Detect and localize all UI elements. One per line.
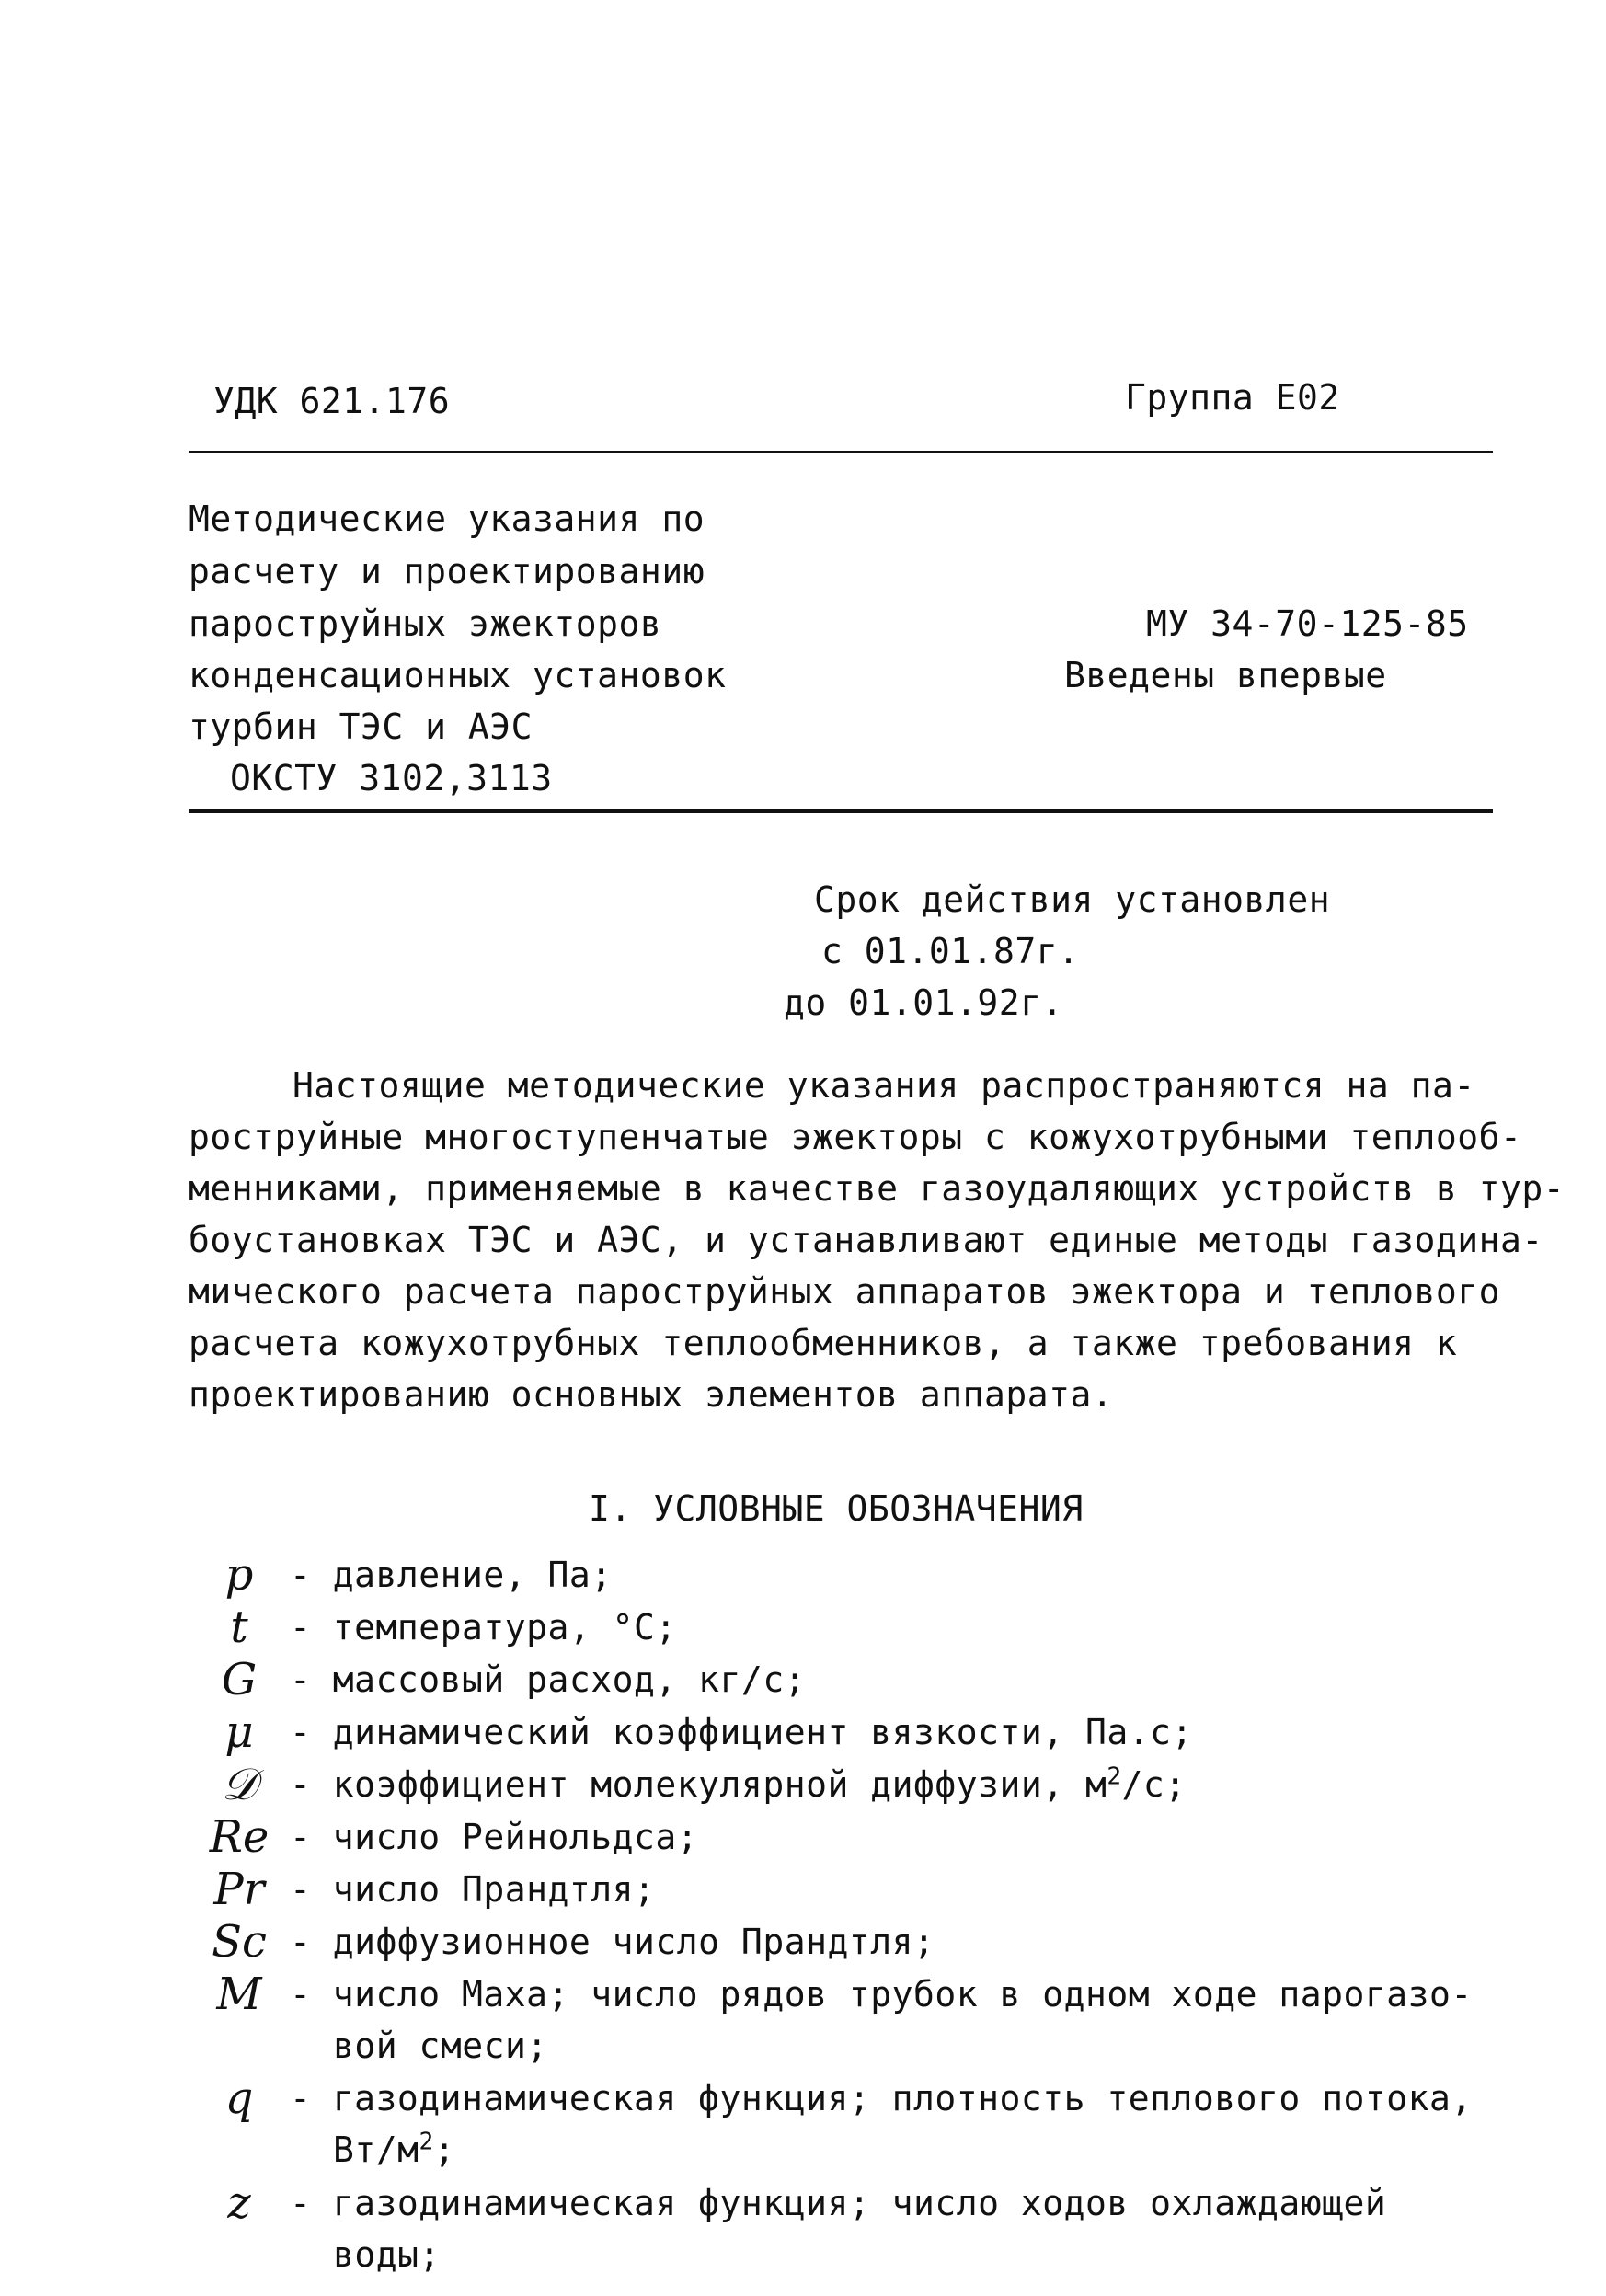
definition-pr: - число Прандтля; <box>290 1869 656 1910</box>
symbol-z: z <box>227 2177 251 2229</box>
definition-re: - число Рейнольдса; <box>290 1817 699 1857</box>
symbol-t: t <box>230 1601 248 1653</box>
definition-m-line-2: вой смеси; <box>333 2026 548 2066</box>
symbol-g: G <box>221 1654 258 1705</box>
definition-t: - температура, °С; <box>290 1607 677 1647</box>
definition-z-line-1: - газодинамическая функция; число ходов охлаждающей <box>290 2183 1387 2223</box>
definition-q-line-2 <box>290 2124 1473 2175</box>
definition-q <box>290 2072 1473 2175</box>
definition-m-line-1: - число Маха; число рядов трубок в одном ходе парогазо- <box>290 1974 1473 2015</box>
document-status: Введены впервые <box>1064 655 1387 695</box>
udc-code: УДК 621.176 <box>213 381 451 421</box>
group-code: Группа Е02 <box>1125 377 1340 418</box>
intro-line-4: боустановках ТЭС и АЭС, и устанавливают единые методы газодина- <box>189 1220 1543 1260</box>
validity-line-1: Срок действия установлен <box>814 879 1331 920</box>
title-divider <box>189 809 1493 813</box>
definition-d-text: - коэффициент молекулярной диффузии, м <box>290 1764 1107 1805</box>
symbol-re: Re <box>209 1811 270 1863</box>
definition-d-tail: /с; <box>1121 1764 1187 1805</box>
symbol-m: M <box>216 1969 262 2020</box>
section-heading: I. УСЛОВНЫЕ ОБОЗНАЧЕНИЯ <box>589 1488 1084 1529</box>
intro-line-1: Настоящие методические указания распространяются на па- <box>293 1065 1475 1106</box>
definition-z <box>290 2177 1386 2280</box>
definition-d-sup: 2 <box>1107 1762 1122 1791</box>
definition-d <box>290 1759 1187 1810</box>
title-line-5: турбин ТЭС и АЭС <box>189 706 533 747</box>
title-line-2: расчету и проектированию <box>189 551 705 591</box>
validity-line-2: с 01.01.87г. <box>821 931 1080 971</box>
symbol-pr: Pr <box>213 1864 265 1915</box>
document-designation: МУ 34-70-125-85 <box>1146 603 1469 644</box>
title-line-4: конденсационных установок <box>189 655 727 695</box>
symbol-d: 𝒟 <box>221 1759 258 1810</box>
intro-line-7: проектированию основных элементов аппарата. <box>189 1374 1114 1415</box>
definition-mu: - динамический коэффициент вязкости, Па.с; <box>290 1712 1193 1752</box>
definition-q-sup: 2 <box>419 2128 434 2156</box>
header-divider <box>189 451 1493 453</box>
symbol-q: q <box>224 2072 254 2124</box>
symbol-sc: Sc <box>212 1916 267 1968</box>
definition-q-tail: ; <box>433 2130 456 2170</box>
definition-g: - массовый расход, кг/с; <box>290 1659 807 1700</box>
symbol-p: p <box>224 1549 254 1601</box>
definition-p: - давление, Па; <box>290 1555 613 1595</box>
title-line-3: пароструйных эжекторов <box>189 603 662 644</box>
intro-line-6: расчета кожухотрубных теплообменников, а также требования к <box>189 1323 1458 1363</box>
symbol-mu: μ <box>224 1706 254 1758</box>
intro-line-5: мического расчета пароструйных аппаратов эжектора и теплового <box>189 1271 1501 1312</box>
validity-line-3: до 01.01.92г. <box>784 982 1063 1023</box>
definition-q-unit: Вт/м <box>333 2130 419 2170</box>
definition-q-line-1: - газодинамическая функция; плотность теплового потока, <box>290 2078 1473 2118</box>
intro-line-2: роструйные многоступенчатые эжекторы с кожухотрубными теплооб- <box>189 1117 1522 1157</box>
definition-m <box>290 1969 1473 2072</box>
title-line-1: Методические указания по <box>189 499 705 539</box>
intro-line-3: менниками, применяемые в качестве газоудаляющих устройств в тур- <box>189 1168 1566 1209</box>
definition-z-line-2: воды; <box>333 2234 441 2275</box>
okstu-code: ОКСТУ 3102,3113 <box>230 758 553 798</box>
definition-sc: - диффузионное число Прандтля; <box>290 1922 935 1962</box>
